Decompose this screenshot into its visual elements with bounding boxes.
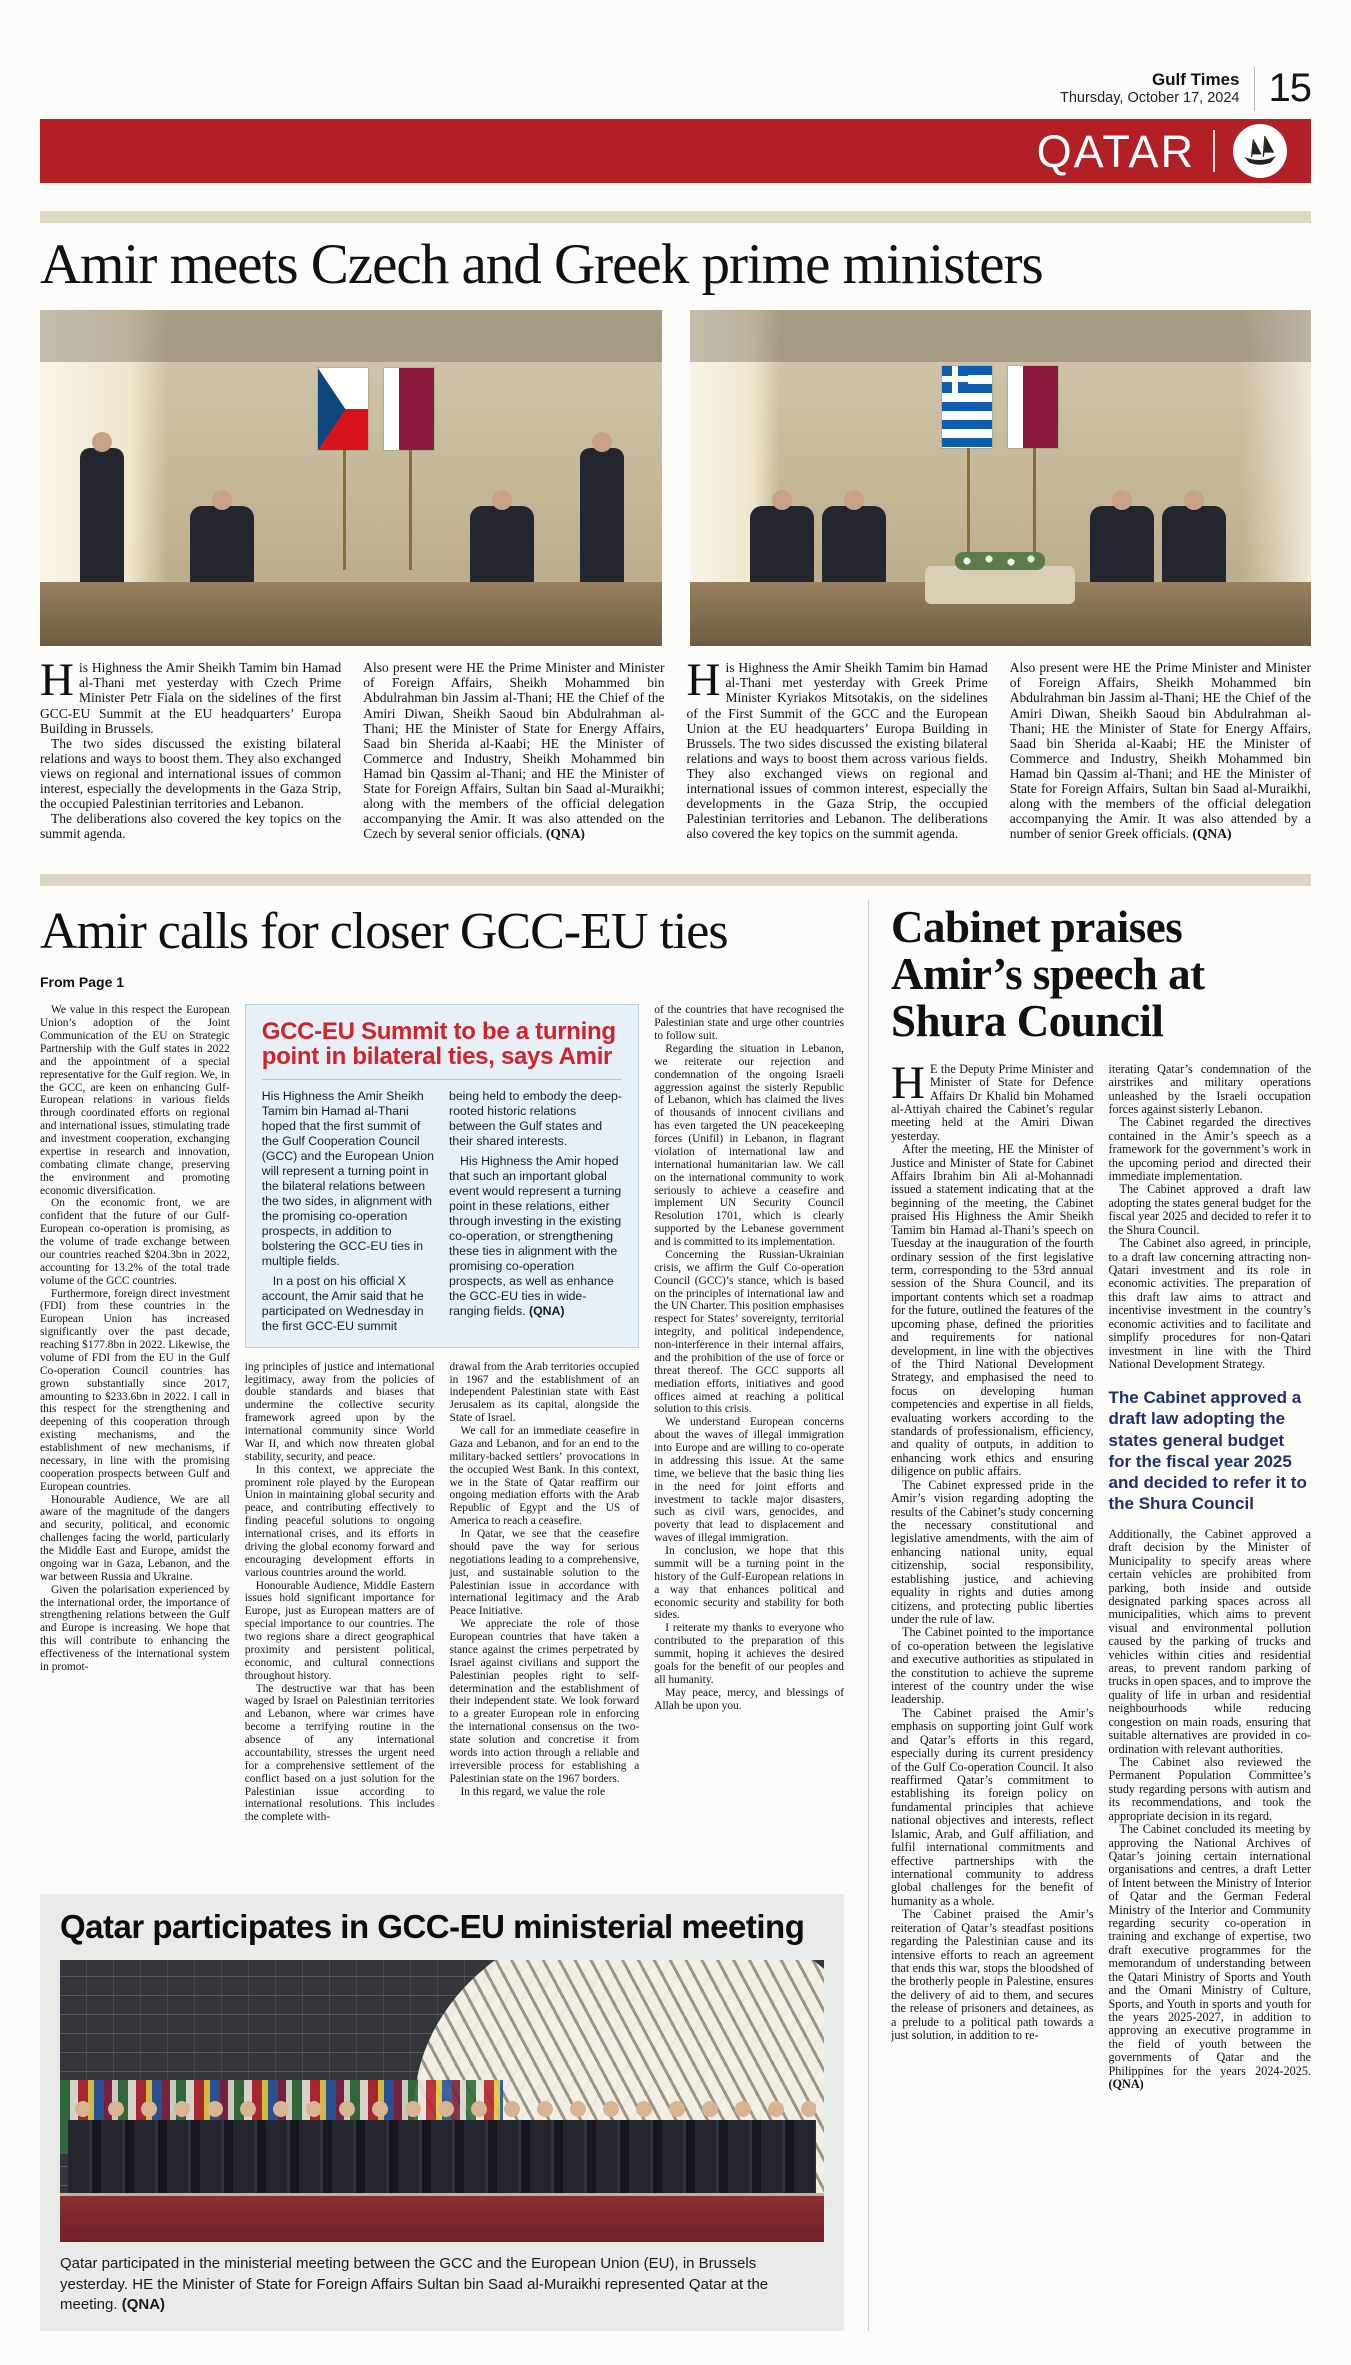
table (925, 566, 1075, 604)
lower-zone (40, 900, 1311, 2331)
cabinet-body (891, 1063, 1311, 2293)
summit-box (245, 1004, 640, 1347)
gcc-eu-col3 (450, 1361, 640, 1825)
czech-story-col1 (40, 654, 342, 842)
person-silhouette (750, 506, 814, 594)
headline-amir-meets: Amir meets Czech and Greek prime ministers (40, 233, 1043, 296)
paragraph (891, 1063, 1094, 1144)
headline-ministerial-meeting: Qatar participates in GCC-EU ministerial meeting (60, 1908, 805, 1946)
paragraph (40, 654, 342, 736)
paragraph: being held to embody the deep-rooted historic relations between the Gulf states and their shared interests. (449, 1088, 622, 1148)
person-silhouette (190, 506, 254, 594)
person-silhouette (1162, 506, 1226, 594)
paragraph: In conclusion, we hope that this summit will be a turning point in the history of the Gulf-European relations in a way that enhances political and economic security and stability for both sides. (654, 1545, 844, 1622)
paragraph: We value in this respect the European Union’s adoption of the Joint Communication of the EU on Strategic Partnership with the Gulf states in 2022 and the appointment of a special representative for the Gulf region. We, in the GCC, are keen on enhancing Gulf-European relations in various fields through coordinated efforts on regional and international issues, stimulating trade and investment cooperation, exchanging expertise in research and innovation, combating climate change, preserving the environment and promoting economic diversification. (40, 1004, 230, 1197)
masthead-divider (1254, 67, 1255, 111)
person-silhouette (470, 506, 534, 594)
greek-flag (942, 366, 992, 448)
paragraph: We call for an immediate ceasefire in Gaza and Lebanon, and for an end to the military-backed settlers’ provocations in the occupied West Bank. In this context, we in the State of Qatar reaffirm our ongoing mediation efforts with the Arab Republic of Egypt and the US of America to reach a ceasefire. (449, 1425, 640, 1528)
page-number: 15 (1268, 66, 1311, 110)
photo-row (40, 310, 1311, 646)
person-silhouette (80, 448, 124, 588)
paragraph: In Qatar, we see that the ceasefire should pave the way for serious negotiations leading to a comprehensive, just, and sustainable solution to the Palestinian issue in accordance with international legitimacy and the Arab Peace Initiative. (449, 1528, 640, 1618)
divider-strip (40, 874, 1311, 886)
masthead (40, 0, 1311, 111)
czech-story-col2 (363, 660, 664, 841)
greek-story-col1 (686, 654, 988, 842)
paragraph: The Cabinet praised the Amir’s emphasis on supporting joint Gulf work and Qatar’s efforts in this regard, especially during its current presidency of the Gulf Co-operation Council. It also reaffirmed Qatar’s commitment to establishing its foreign policy on fundamental principles that achieve national objectives and interests, reflect Islamic, Arab, and Gulf affiliation, and fulfil international commitments and effective partnerships with the international community to address global challenges for the benefit of humanity as a whole. (891, 1705, 1094, 1908)
paragraph: Furthermore, foreign direct investment (FDI) from these countries in the European Union has increased significantly over the past decade, reaching $177.8bn in 2022. Likewise, the volume of FDI from the EU in the Gulf Co-operation Council countries has grown substantially since 2017, amounting to $233.6bn in 2022. I call in this respect for the strengthening and deepening of this cooperation through existing mechanisms, and the establishment of new mechanisms, if necessary, in line with the promising cooperation prospects between Gulf and European countries. (40, 1287, 230, 1493)
newspaper-title: Gulf Times (1151, 70, 1240, 90)
paragraph: His Highness the Amir hoped that such an important global event would represent a turning point in these relations, either through investing in the existing co-operation, or strengthening these ties in alignment with the promising co-operation prospects, as well as enhance the GCC-EU ties in wide-ranging fields. (QNA) (449, 1153, 622, 1318)
paragraph: The destructive war that has been waged by Israel on Palestinian territories and Lebanon, where war crimes have become a terrifying routine in the absence of any international accountability, stresses the urgent need for a comprehensive settlement of the conflict based on a just solution for the Palestinian issue according to international resolutions. This includes the complete with- (244, 1682, 435, 1824)
gcc-eu-article (40, 900, 868, 2331)
photo-ministerial-group (60, 1960, 824, 2242)
summit-box-headline: GCC-EU Summit to be a turning point in bilateral ties, says Amir (262, 1019, 623, 1079)
summit-box-columns (262, 1089, 623, 1339)
person-silhouette (822, 506, 886, 594)
lead-text: E the Deputy Prime Minister and Minister of State for Defence Affairs Dr Khalid bin Mohamed al-Attiyah chaired the Cabinet’s regular meeting held at the Amiri Diwan yesterday. (891, 1062, 1094, 1143)
paragraph: of the countries that have recognised the Palestinian state and urge other countries to follow suit. (654, 1004, 844, 1043)
flower-arrangement (955, 552, 1045, 570)
paragraph: The deliberations also covered the key topics on the summit agenda. (40, 811, 342, 842)
headline-gcc-eu: Amir calls for closer GCC-EU ties (40, 903, 728, 961)
paragraph: Also present were HE the Prime Minister and Minister of Foreign Affairs, Sheikh Mohammed bin Abdulrahman bin Jassim al-Thani; HE the Chief of the Amiri Diwan, Sheikh Saoud bin Abdulrahman al-Thani; HE the Minister of State for Energy Affairs, Saad bin Sherida al-Kaabi; HE the Minister of Commerce and Industry, Sheikh Mohammed bin Hamad bin Qassim al-Thani; and HE the Minister of State for Foreign Affairs, Sultan bin Saad al-Muraikhi; along with the members of the official delegation accompanying the Amir. It was also attended on the Czech by several senior officials. (QNA) (363, 660, 665, 842)
pull-quote: The Cabinet approved a draft law adopting the states general budget for the fiscal year 2025 and decided to refer it to the Shura Council (1108, 1388, 1307, 1513)
paragraph: In a post on his official X account, the Amir said that he participated on Wednesday in the first GCC-EU summit (261, 1273, 424, 1333)
paragraph: Given the polarisation experienced by the international order, the importance of strengthening relations between the Gulf and Europe is increasing. We hope that this will contribute to enhancing the effectiveness of the international system in promot- (40, 1583, 230, 1673)
paragraph: Honourable Audience, Middle Eastern issues hold significant importance for Europe, just as European matters are of special importance to our countries. The two regions share a direct geographical proximity and persistent political, economic, and cultural connections throughout history. (244, 1579, 435, 1682)
dropcap: H (686, 654, 721, 707)
paragraph: The Cabinet also agreed, in principle, to a draft law concerning attracting non-Qatari investment and its role in economic activities. The preparation of this draft law aims to attract and incentivise investment in the country’s economic activities and to facilitate and simplify procedures for non-Qatari investment in line with the Third National Development Strategy. (1108, 1236, 1311, 1371)
paragraph: The Cabinet expressed pride in the Amir’s vision regarding adopting the results of the Cabinet’s study concerning the necessary constitutional and legislative amendments, with the aim of enhancing national unity, equal citizenship, social responsibility, establishing justice, and achieving equality in rights and duties among citizens, and protecting public liberties under the rule of law. (891, 1477, 1094, 1626)
paragraph: Also present were HE the Prime Minister and Minister of Foreign Affairs, Sheikh Mohammed bin Abdulrahman bin Jassim al-Thani; HE the Chief of the Amiri Diwan, Sheikh Saoud bin Abdulrahman al-Thani; HE the Minister of State for Energy Affairs, Saad bin Sherida al-Kaabi; HE the Minister of Commerce and Industry, Sheikh Mohammed bin Hamad bin Qassim al-Thani; and HE the Minister of State for Foreign Affairs, Sultan bin Saad al-Muraikhi, along with the members of the official delegation accompanying the Amir. It was also attended by a number of senior Greek officials. (QNA) (1009, 660, 1311, 842)
paragraph-group (1109, 1528, 1312, 2092)
section-banner (40, 119, 1311, 183)
paragraph: The Cabinet regarded the directives contained in the Amir’s speech as a framework for the government’s work in the upcoming period and directed their immediate implementation. (1108, 1115, 1311, 1184)
photo-greek-meeting (690, 310, 1312, 646)
paragraph: ing principles of justice and international legitimacy, away from the policies of double standards and biases that undermine the collective security framework agreed upon by the international community since World War II, and which now threaten global stability, security, and peace. (244, 1360, 435, 1463)
paragraph-group (40, 736, 341, 842)
paragraph: In this context, we appreciate the prominent role played by the European Union in maintaining global security and peace, and contributing effectively to finding peaceful solutions to ongoing international crises, and its efforts in driving the global economy forward and encouraging development efforts in various countries around the world. (244, 1463, 435, 1579)
paragraph: We understand European concerns about the waves of illegal immigration into Europe and are willing to co-operate in addressing this issue. At the same time, we believe that the basic thing lies in the need for joint efforts and investment to tackle major disasters, such as civil wars, genocides, and poverty that lead to displacement and waves of illegal immigration. (654, 1416, 844, 1545)
gcc-eu-col4 (654, 1004, 844, 1824)
lead-text: is Highness the Amir Sheikh Tamim bin Hamad al-Thani met yesterday with Greek Prime Minister Kyriakos Mitsotakis, on the sidelines of the First Summit of the GCC and the European Union at the EU headquarters’ Europa Building in Brussels. The two sides discussed the existing bilateral relations and ways to boost them across various fields. They also exchanged views on regional and international issues of common interest, especially the developments in the Gaza Strip, the occupied Palestinian territories and Lebanon. The deliberations also covered the key topics on the summit agenda. (686, 660, 988, 842)
cabinet-article (868, 900, 1311, 2331)
paragraph: We appreciate the role of those European countries that have taken a stance against the crimes perpetrated by Israel against civilians and support the Palestinian peoples right to self-determination and the establishment of their independent state. We look forward to a greater European role in enforcing the international consensus on the two-state solution and concretise it from words into action through a reliable and irreversible process for establishing a Palestinian state on the 1967 borders. (449, 1618, 640, 1785)
issue-date: Thursday, October 17, 2024 (1060, 89, 1240, 106)
paragraph: Additionally, the Cabinet approved a draft decision by the Minister of Municipality to specify areas where certain vehicles are prohibited from parking, both inside and outside designated parking spaces across all municipalities, which aims to prevent visual and environmental pollution caused by the parking of trucks and vehicles within cities and residential areas, to prevent random parking of trucks in open spaces, and to improve the quality of life in urban and residential neighbourhoods while reducing congestion on main roads, ensuring that suitable alternatives are provided in co-ordination with relevant authorities. (1108, 1526, 1311, 1756)
from-page-label: From Page 1 (40, 974, 125, 991)
qatar-flag (1008, 366, 1058, 448)
divider-strip (40, 211, 1311, 223)
photo-czech-meeting (40, 310, 662, 646)
paragraph: His Highness the Amir Sheikh Tamim bin Hamad al-Thani hoped that the first summit of the Gulf Cooperation Council (GCC) and the European Union will represent a turning point in the bilateral relations between the two sides, in alignment with the promising co-operation prospects, in addition to bolstering the GCC-EU ties in multiple fields. (261, 1088, 435, 1268)
paragraph: The two sides discussed the existing bilateral relations and ways to boost them. They also exchanged views on regional and international issues of common interest, especially the developments in the Gaza Strip, the occupied Palestinian territories and Lebanon. (40, 735, 342, 812)
paragraph: Qatar participated in the ministerial meeting between the GCC and the European Union (EU), in Brussels yesterday. HE the Minister of State for Foreign Affairs Sultan bin Saad al-Muraikhi represented Qatar at the meeting. (QNA) (60, 2255, 769, 2313)
paragraph: Concerning the Russian-Ukrainian crisis, we affirm the Gulf Co-operation Council (GCC)’s stance, which is based on the principles of international law and the UN Charter. This position emphasises respect for States’ sovereignty, territorial integrity, and political independence, non-interference in their internal affairs, and the prohibition of the use of force or threat thereof. The GCC supports all mediation efforts, initiatives and good offices aimed at reaching a political solution to this crisis. (654, 1248, 844, 1416)
group-bodies (68, 2120, 816, 2196)
article-amir-meets-body (40, 654, 1311, 858)
cabinet-col2 (1109, 1063, 1312, 2092)
paragraph: Regarding the situation in Lebanon, we reiterate our rejection and condemnation of the ongoing Israeli aggression against the sisterly Republic of Lebanon, which has claimed the lives of thousands of innocent civilians and has even targeted the UN peacekeeping forces (Unifil) in Lebanon, in flagrant violation of international law and international humanitarian law. We call on the international community to work seriously to achieve a ceasefire and implement UN Security Council Resolution 1701, which is clearly supported by the Lebanese government and is committed to its implementation. (654, 1042, 844, 1249)
paragraph: I reiterate my thanks to everyone who contributed to the preparation of this summit, hoping it achieves the desired goals for the benefit of our peoples and all humanity. (654, 1622, 844, 1686)
gcc-eu-body (40, 1004, 844, 1876)
paragraph: The Cabinet approved a draft law adopting the states general budget for the fiscal year 2025 and decided to refer it to the Shura Council. (1108, 1182, 1311, 1237)
paragraph: Honourable Audience, We are all aware of the magnitude of the dangers and security, political, and economic challenges facing the world, particularly the Middle East and Europe, amidst the ongoing war in Gaza, Lebanon, and the war between Russia and Ukraine. (40, 1493, 230, 1583)
person-silhouette (1090, 506, 1154, 594)
dropcap: H (891, 1062, 925, 1109)
paragraph: iterating Qatar’s condemnation of the airstrikes and military operations unleashed by the Israeli occupation forces against sisterly Lebanon. (1108, 1062, 1311, 1116)
headline-cabinet: Cabinet praises Amir’s speech at Shura Council (891, 902, 1205, 1046)
paragraph-group (891, 1143, 1094, 2042)
summit-box-col2 (449, 1089, 622, 1339)
qatar-flag (384, 368, 434, 450)
dropcap: H (40, 654, 74, 707)
photo-caption (60, 2254, 824, 2315)
wall-band (690, 310, 1312, 362)
paragraph: The Cabinet praised the Amir’s reiteration of Qatar’s steadfast positions regarding the Palestinian cause and its intensive efforts to reach an agreement that ends this war, stops the bloodshed of the brotherly people in Palestine, ensures the delivery of aid to them, and secures the release of prisoners and detainees, as a prelude to a political path towards a just solution, in addition to re- (891, 1907, 1094, 2043)
gcc-eu-col2 (245, 1361, 435, 1825)
dhow-icon (1233, 124, 1287, 178)
summit-box-col1 (262, 1089, 435, 1339)
paragraph: The Cabinet also reviewed the Permanent Population Committee’s study regarding persons with autism and its recommendations, and took the appropriate decision in its regard. (1108, 1755, 1311, 1823)
paragraph: On the economic front, we are confident that the future of our Gulf-European co-operation is promising, as the volume of trade exchange between our countries reached $204.3bn in 2022, accounting for 13.2% of the total trade volume of the GCC countries. (40, 1197, 230, 1287)
red-carpet (60, 2193, 824, 2242)
czech-flag (318, 368, 368, 450)
paragraph: drawal from the Arab territories occupied in 1967 and the establishment of an independent Palestinian state with East Jerusalem as its capital, alongside the State of Israel. (449, 1360, 640, 1425)
paragraph (686, 654, 988, 842)
paragraph: After the meeting, HE the Minister of Justice and Minister of State for Cabinet Affairs Ibrahim bin Ali al-Mohannadi issued a statement indicating that at the beginning of the meeting, the Cabinet praised His Highness the Amir Sheikh Tamim bin Hamad al-Thani’s speech on Tuesday at the inauguration of the fourth ordinary session of the first legislative term, corresponding to the 53rd annual session of the Shura Council, and its important contents which set a roadmap for the future, outlined the features of the upcoming phase, defined the priorities and requirements for national development, in line with the objectives of the Third National Development Strategy, and emphasised the need to focus on developing human competencies and expertise in all fields, evaluating workers according to the standards of professionalism, efficiency, and quality of outputs, in addition to enhancing work ethics and ensuring diligence on public affairs. (891, 1142, 1094, 1479)
paragraph-group (1109, 1063, 1312, 1372)
cabinet-col1 (891, 1063, 1094, 2092)
section-title: QATAR (1036, 125, 1195, 177)
floor (40, 582, 662, 646)
paragraph: In this regard, we value the role (460, 1785, 606, 1798)
paragraph: The Cabinet concluded its meeting by approving the National Archives of Qatar’s joining certain international organisations and centres, a draft Letter of Intent between the Ministry of Interior of Qatar and the German Federal Ministry of the Interior and Community regarding security co-operation in training and exchange of expertise, two draft executive programmes for the memorandum of understanding between the Qatari Ministry of Sports and Youth and the Omani Ministry of Culture, Sports, and Youth in sports and youth for the years 2025-2027, in addition to approving an executive programme in the field of youth between the governments of Qatar and the Philippines for the years 2024-2025. (QNA) (1108, 1822, 1311, 2092)
ministerial-panel (40, 1894, 844, 2331)
greek-story-col2 (1010, 660, 1311, 841)
lead-text: is Highness the Amir Sheikh Tamim bin Hamad al-Thani met yesterday with Czech Prime Minister Petr Fiala on the sidelines of the first GCC-EU Summit at the EU headquarters’ Europa Building in Brussels. (40, 660, 342, 736)
paragraph: The Cabinet pointed to the importance of co-operation between the legislative and executive authorities as stipulated in the constitution to achieve the supreme interest of the country under the wise leadership. (891, 1625, 1094, 1707)
banner-divider (1213, 130, 1215, 172)
gcc-eu-col1 (40, 1004, 230, 1824)
person-silhouette (580, 448, 624, 588)
wall-band (40, 310, 662, 362)
masthead-text (1060, 70, 1239, 106)
paragraph: May peace, mercy, and blessings of Allah be upon you. (654, 1686, 844, 1712)
